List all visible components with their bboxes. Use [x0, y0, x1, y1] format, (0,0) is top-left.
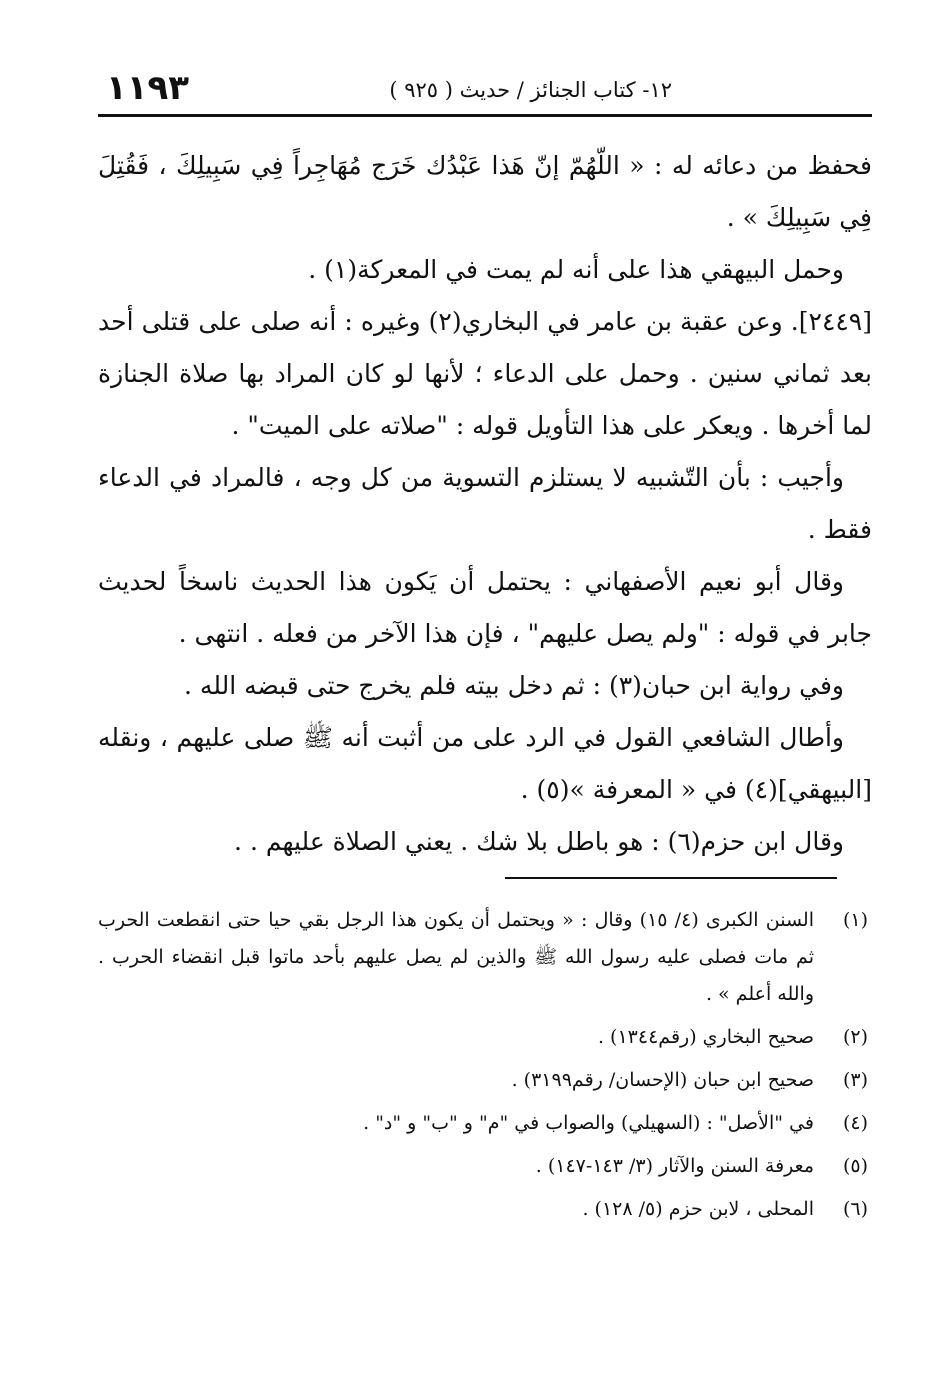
footnote — [98, 1105, 868, 1142]
page-number: ١١٩٣ — [106, 68, 190, 108]
body-paragraph: وأجيب : بأن التّشبيه لا يستلزم التسوية من كل وجه ، فالمراد في الدعاء فقط . — [98, 463, 872, 544]
footnote-number: (٥) — [842, 1155, 868, 1177]
body-paragraph: فحفظ من دعائه له : « اللّهُمّ إنّ هَذا عَبْدُك خَرَج مُهَاجِراً فِي سَبِيلِكَ ، فَقُتِلَ فِي سَبِيلِكَ » . — [98, 151, 872, 232]
footnote — [98, 1062, 868, 1099]
footnote-text: السنن الكبرى (٤/ ١٥) وقال : « ويحتمل أن يكون هذا الرجل بقي حيا حتى انقطعت الحرب ثم مات فصلى عليه رسول الله ﷺ والذين لم يصل عليهم بأحد ماتوا قبل انقضاء الحرب . والله أعلم » . — [98, 909, 814, 1005]
body-paragraph: وقال ابن حزم(٦) : هو باطل بلا شك . يعني الصلاة عليهم . . — [234, 827, 844, 856]
body-paragraph: وقال أبو نعيم الأصفهاني : يحتمل أن يَكون هذا الحديث ناسخاً لحديث جابر في قوله : "ولم يصل عليهم" ، فإن هذا الآخر من فعله . انتهى . — [98, 567, 872, 648]
footnote-text: معرفة السنن والآثار (٣/ ١٤٣-١٤٧) . — [535, 1155, 814, 1177]
footnote-text: في "الأصل" : (السهيلي) والصواب في "م" و "ب" و "د" . — [363, 1112, 814, 1134]
footnote-divider — [505, 877, 837, 879]
body-paragraph: وفي رواية ابن حبان(٣) : ثم دخل بيته فلم يخرج حتى قبضه الله . — [184, 671, 844, 700]
body-paragraph: وحمل البيهقي هذا على أنه لم يمت في المعركة(١) . — [308, 255, 844, 284]
footnote-text: صحيح البخاري (رقم١٣٤٤) . — [597, 1026, 814, 1048]
footnote-text: المحلى ، لابن حزم (٥/ ١٢٨) . — [582, 1198, 814, 1220]
footnote-number: (٤) — [842, 1112, 868, 1134]
footnote-number: (٦) — [842, 1198, 868, 1220]
body-paragraph: [٢٤٤٩]. وعن عقبة بن عامر في البخاري(٢) وغيره : أنه صلى على قتلى أحد بعد ثماني سنين . وحمل على الدعاء ؛ لأنها لو كان المراد بها صلاة الجنازة لما أخرها . ويعكر على هذا التأويل قوله : "صلاته على الميت" . — [98, 307, 872, 440]
footnote — [98, 1191, 868, 1228]
footnote-number: (٢) — [842, 1026, 868, 1048]
running-head: ١٢- كتاب الجنائز / حديث ( ٩٢٥ ) — [389, 78, 672, 102]
page-header — [98, 68, 872, 117]
footnote-number: (١) — [842, 909, 868, 931]
footnote — [98, 902, 868, 1013]
body-text — [98, 140, 872, 868]
footnote-text: صحيح ابن حبان (الإحسان/ رقم٣١٩٩) . — [511, 1069, 814, 1091]
footnote — [98, 1148, 868, 1185]
body-paragraph: وأطال الشافعي القول في الرد على من أثبت أنه ﷺ صلى عليهم ، ونقله [البيهقي](٤) في « المعرفة »(٥) . — [98, 723, 872, 804]
footnotes — [98, 902, 868, 1228]
footnote-number: (٣) — [842, 1069, 868, 1091]
footnote — [98, 1019, 868, 1056]
